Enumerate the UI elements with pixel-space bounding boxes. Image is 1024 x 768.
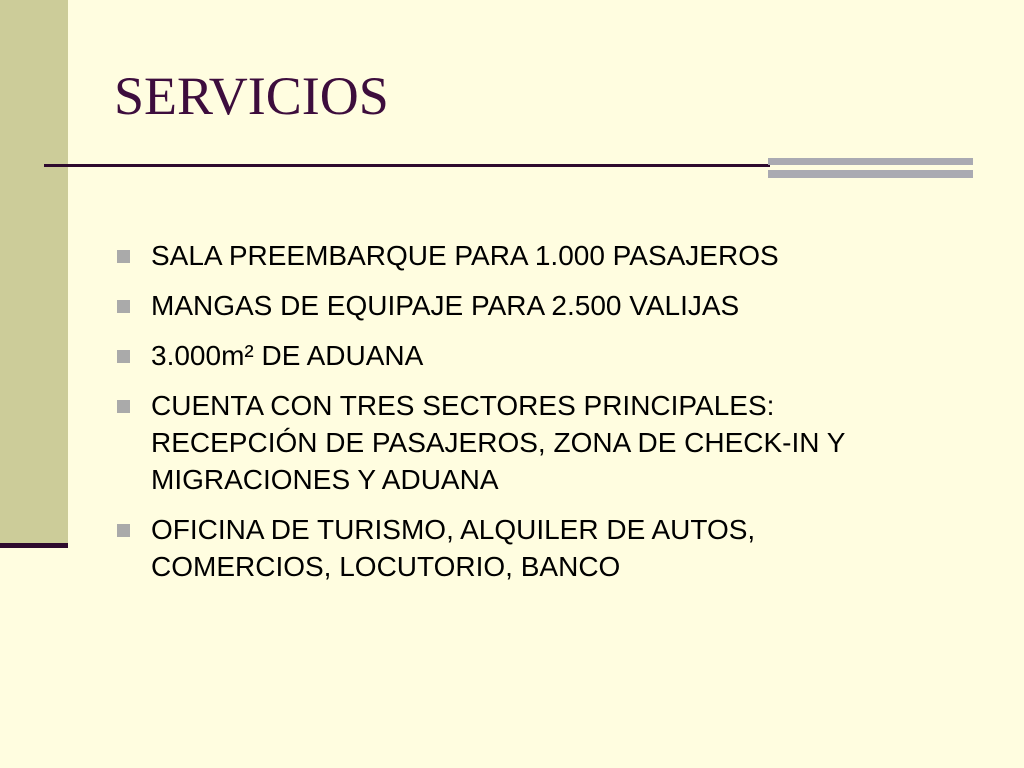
bullet-item [117, 511, 937, 585]
bullet-text: MANGAS DE EQUIPAJE PARA 2.500 VALIJAS [151, 290, 740, 321]
left-band-rule [0, 543, 68, 548]
bullet-text: OFICINA DE TURISMO, ALQUILER DE AUTOS, COMERCIOS, LOCUTORIO, BANCO [151, 514, 756, 582]
title-underline-rule [44, 164, 770, 167]
square-bullet-icon [117, 400, 130, 413]
bullet-item [117, 337, 937, 374]
bullet-text: CUENTA CON TRES SECTORES PRINCIPALES: RECEPCIÓN DE PASAJEROS, ZONA DE CHECK-IN Y MIGRACIONES Y ADUANA [151, 390, 845, 495]
title-accent-bar-upper [768, 158, 973, 165]
square-bullet-icon [117, 524, 130, 537]
square-bullet-icon [117, 350, 130, 363]
title-accent-bar-lower [768, 170, 973, 178]
left-decorative-band [0, 0, 68, 545]
bullet-item [117, 387, 937, 498]
square-bullet-icon [117, 300, 130, 313]
bullet-list [117, 237, 937, 598]
bullet-text: SALA PREEMBARQUE PARA 1.000 PASAJEROS [151, 240, 779, 271]
slide-title: SERVICIOS [114, 66, 389, 126]
bullet-item [117, 237, 937, 274]
square-bullet-icon [117, 250, 130, 263]
bullet-text: 3.000m² DE ADUANA [151, 340, 424, 371]
bullet-item [117, 287, 937, 324]
